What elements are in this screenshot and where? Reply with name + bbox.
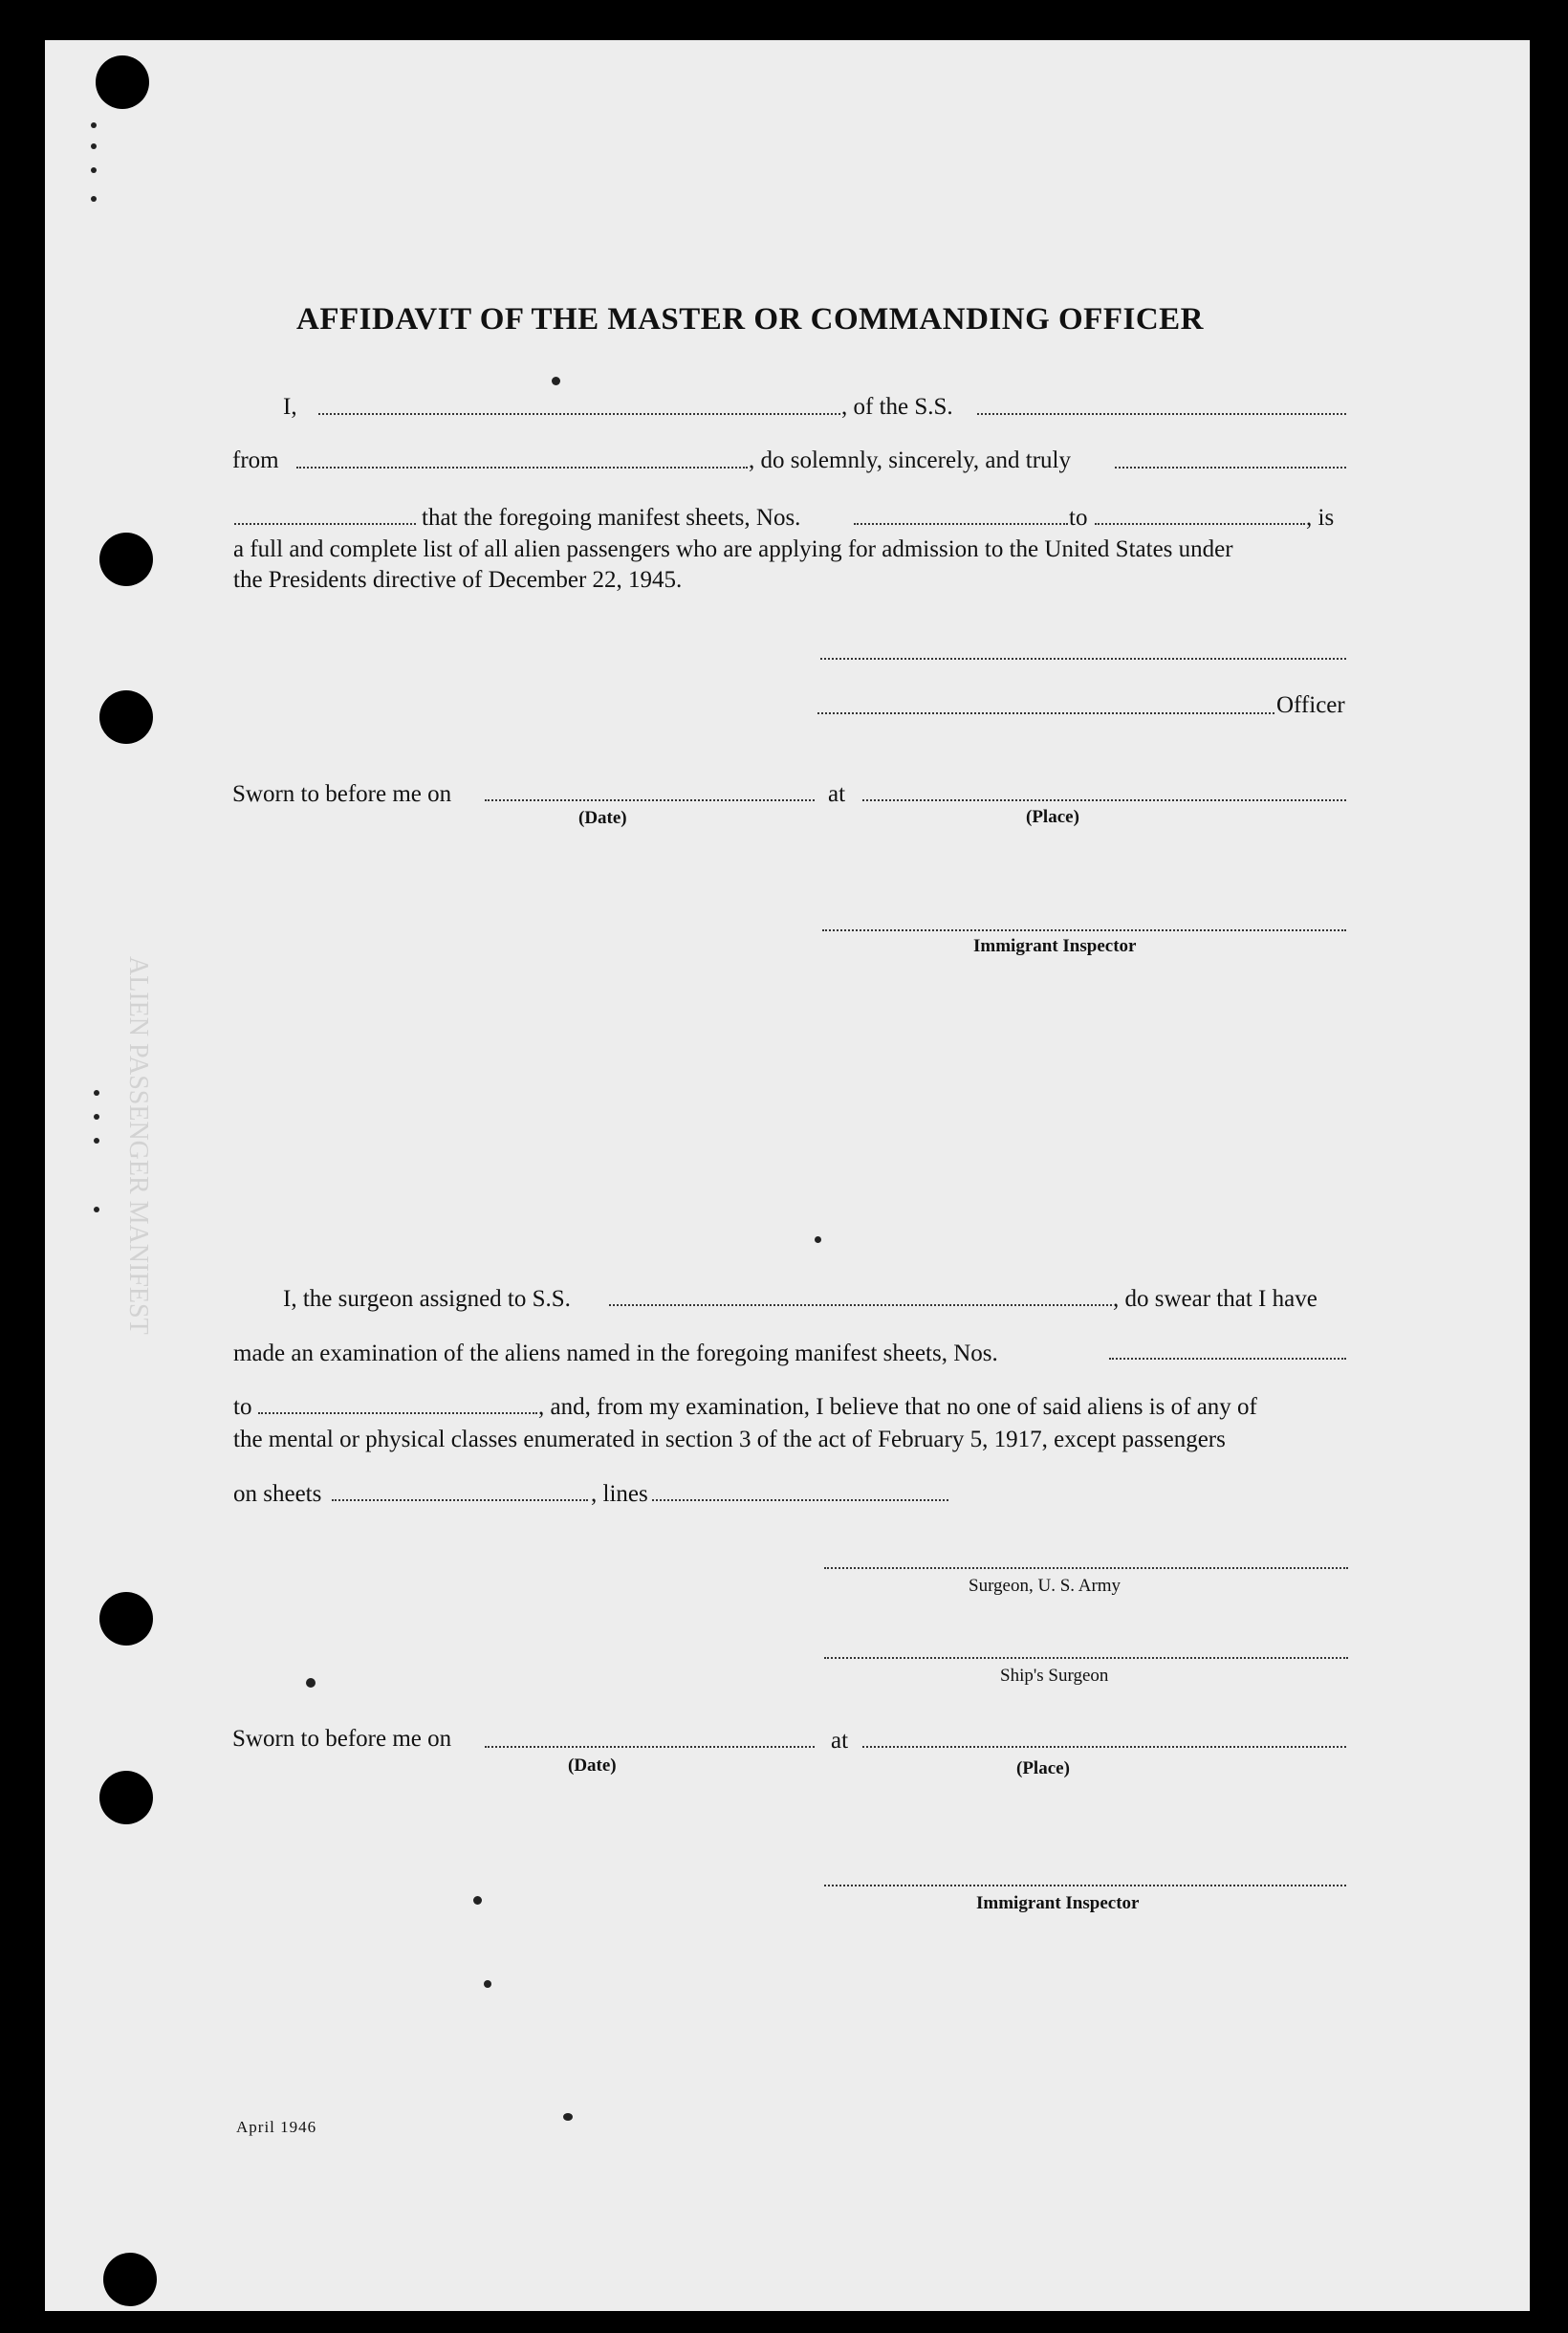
surgeon-ship-field[interactable]: [609, 1304, 1112, 1306]
master-line3-to: to: [1069, 505, 1088, 531]
ship-surgeon-label: Ship's Surgeon: [1000, 1666, 1109, 1686]
surgeon-line5-mid: , lines: [591, 1481, 648, 1507]
officer-title-line[interactable]: [817, 712, 1274, 714]
bleed-through-text: ALIEN PASSENGER MANIFEST: [123, 956, 153, 1335]
master-sworn-label: Sworn to before me on: [232, 781, 452, 807]
ink-speck: [552, 377, 560, 385]
surgeon-sworn-at: at: [831, 1728, 849, 1754]
surgeon-sworn-place-field[interactable]: [862, 1746, 1346, 1748]
master-line2-mid: , do solemnly, sincerely, and truly: [749, 447, 1071, 473]
surgeon-sworn-date-field[interactable]: [485, 1746, 815, 1748]
surgeon-sheets-from-field[interactable]: [1109, 1358, 1346, 1360]
surgeon-inspector-label: Immigrant Inspector: [976, 1893, 1140, 1913]
ship-name-field[interactable]: [977, 413, 1346, 415]
ship-surgeon-signature-line[interactable]: [824, 1657, 1348, 1659]
ink-speck: [91, 143, 97, 149]
surgeon-inspector-signature-line[interactable]: [824, 1885, 1346, 1886]
punch-hole: [99, 1592, 153, 1646]
officer-label: Officer: [1276, 692, 1345, 718]
ink-speck: [94, 1138, 99, 1144]
excepted-sheets-field[interactable]: [332, 1499, 588, 1501]
master-line4: a full and complete list of all alien passengers who are applying for admission to the United States under: [233, 536, 1233, 562]
ink-speck: [94, 1114, 99, 1120]
punch-hole: [103, 2253, 157, 2306]
master-sworn-date-field[interactable]: [485, 799, 815, 801]
ink-speck: [484, 1980, 491, 1988]
surgeon-line2: made an examination of the aliens named in the foregoing manifest sheets, Nos.: [233, 1341, 998, 1366]
ink-speck: [306, 1678, 316, 1688]
army-surgeon-label: Surgeon, U. S. Army: [969, 1576, 1122, 1596]
oath-verb-field[interactable]: [1115, 467, 1346, 469]
oath-verb-continued-field[interactable]: [234, 523, 416, 525]
surgeon-line4: the mental or physical classes enumerated in section 3 of the act of February 5, 1917, except passengers: [233, 1427, 1226, 1452]
ink-speck: [91, 122, 97, 128]
form-date: April 1946: [236, 2118, 317, 2136]
master-place-caption: (Place): [1026, 807, 1079, 827]
punch-hole: [96, 55, 149, 109]
surgeon-line1-end: , do swear that I have: [1113, 1286, 1318, 1312]
sheets-to-field[interactable]: [1095, 523, 1305, 525]
ink-speck: [91, 167, 97, 173]
master-line2-start: from: [232, 447, 279, 473]
surgeon-line3-start: to: [233, 1394, 252, 1420]
master-inspector-label: Immigrant Inspector: [973, 936, 1137, 956]
punch-hole: [99, 533, 153, 586]
master-sworn-at: at: [828, 781, 846, 807]
master-line5: the Presidents directive of December 22, 1945.: [233, 567, 683, 593]
excepted-lines-field[interactable]: [652, 1499, 948, 1501]
ink-speck: [94, 1090, 99, 1096]
army-surgeon-signature-line[interactable]: [824, 1567, 1348, 1569]
sheets-from-field[interactable]: [854, 523, 1068, 525]
master-sworn-place-field[interactable]: [862, 799, 1346, 801]
master-line3-mid: that the foregoing manifest sheets, Nos.: [422, 505, 801, 531]
master-line1-start: I,: [283, 394, 297, 420]
master-date-caption: (Date): [578, 808, 627, 828]
document-page: [45, 40, 1530, 2311]
master-name-field[interactable]: [318, 413, 840, 415]
master-line1-mid: , of the S.S.: [841, 394, 953, 420]
ink-speck: [815, 1236, 821, 1243]
surgeon-sheets-to-field[interactable]: [258, 1412, 537, 1414]
surgeon-line1-start: I, the surgeon assigned to S.S.: [283, 1286, 571, 1312]
ink-speck: [91, 196, 97, 202]
ink-speck: [563, 2113, 573, 2121]
surgeon-date-caption: (Date): [568, 1755, 617, 1776]
punch-hole: [99, 690, 153, 744]
surgeon-line5-start: on sheets: [233, 1481, 322, 1507]
punch-hole: [99, 1771, 153, 1824]
ink-speck: [94, 1207, 99, 1212]
master-signature-line[interactable]: [820, 658, 1346, 660]
surgeon-sworn-label: Sworn to before me on: [232, 1726, 452, 1752]
surgeon-place-caption: (Place): [1016, 1758, 1070, 1778]
surgeon-line3-end: , and, from my examination, I believe that no one of said aliens is of any of: [538, 1394, 1257, 1420]
master-inspector-signature-line[interactable]: [822, 929, 1346, 931]
master-line3-end: , is: [1306, 505, 1335, 531]
ink-speck: [473, 1896, 482, 1905]
form-title: AFFIDAVIT OF THE MASTER OR COMMANDING OFFICER: [296, 302, 1204, 337]
port-from-field[interactable]: [296, 467, 748, 469]
